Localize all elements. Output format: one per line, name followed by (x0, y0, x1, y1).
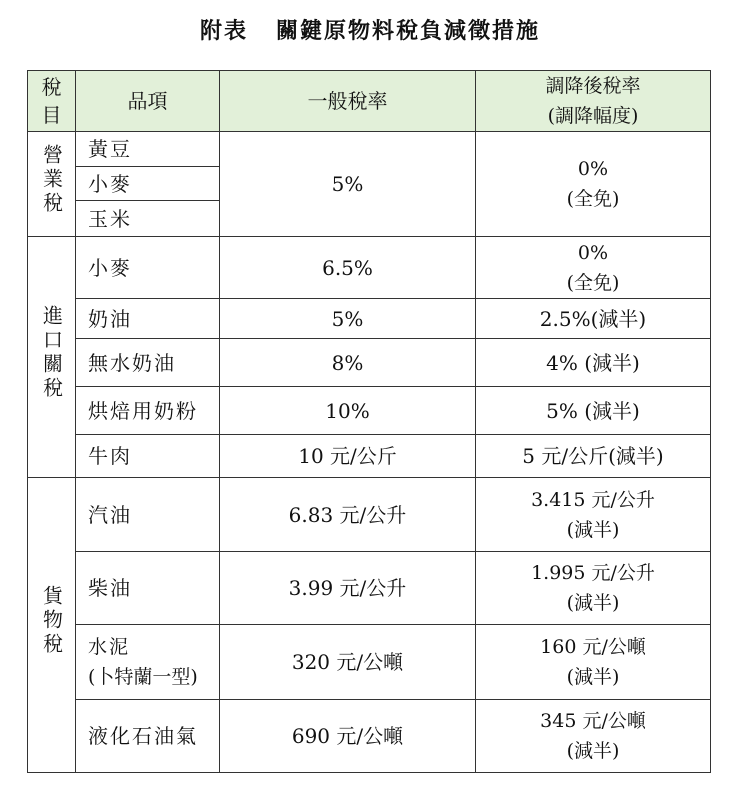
reduced-rate-cell: 160 元/公噸 (減半) (476, 625, 711, 700)
general-rate-cell: 6.83 元/公升 (220, 478, 476, 552)
category-business-tax: 營業稅 (28, 132, 76, 237)
general-rate-cell: 5% (220, 299, 476, 339)
reduced-rate-cell: 0% (全免) (476, 132, 711, 237)
tax-reduction-table (27, 70, 711, 773)
general-rate-cell: 3.99 元/公升 (220, 552, 476, 625)
item-cell: 柴油 (76, 552, 220, 625)
general-rate-cell: 10 元/公斤 (220, 435, 476, 478)
document-title (0, 14, 740, 45)
table-row (28, 625, 711, 700)
header-row (28, 71, 711, 132)
general-rate-cell: 320 元/公噸 (220, 625, 476, 700)
item-cell: 液化石油氣 (76, 700, 220, 773)
reduced-rate-cell: 5% (減半) (476, 387, 711, 435)
item-cell: 汽油 (76, 478, 220, 552)
general-rate-cell: 5% (220, 132, 476, 237)
category-commodity-tax: 貨物稅 (28, 478, 76, 773)
general-rate-cell: 10% (220, 387, 476, 435)
table-row (28, 339, 711, 387)
item-cell: 小麥 (76, 167, 220, 201)
general-rate-cell: 690 元/公噸 (220, 700, 476, 773)
item-cell: 奶油 (76, 299, 220, 339)
title-prefix: 附表 (199, 19, 248, 44)
table-row (28, 552, 711, 625)
header-reduced-rate: 調降後稅率 (調降幅度) (476, 71, 711, 132)
table-row (28, 132, 711, 167)
table-row (28, 237, 711, 299)
table-row (28, 700, 711, 773)
table-row (28, 387, 711, 435)
item-cell: 烘焙用奶粉 (76, 387, 220, 435)
table-row (28, 299, 711, 339)
reduced-rate-cell: 0% (全免) (476, 237, 711, 299)
reduced-rate-cell: 2.5%(減半) (476, 299, 711, 339)
reduced-rate-cell: 345 元/公噸 (減半) (476, 700, 711, 773)
header-general-rate: 一般稅率 (220, 71, 476, 132)
item-cell: 小麥 (76, 237, 220, 299)
header-item: 品項 (76, 71, 220, 132)
general-rate-cell: 6.5% (220, 237, 476, 299)
item-cell: 黃豆 (76, 132, 220, 167)
title-main: 關鍵原物料稅負減徵措施 (276, 19, 541, 44)
item-cell: 牛肉 (76, 435, 220, 478)
item-cell: 玉米 (76, 201, 220, 237)
general-rate-cell: 8% (220, 339, 476, 387)
header-category: 稅目 (28, 71, 76, 132)
table-row (28, 435, 711, 478)
reduced-rate-cell: 3.415 元/公升 (減半) (476, 478, 711, 552)
reduced-rate-cell: 5 元/公斤(減半) (476, 435, 711, 478)
item-cell: 無水奶油 (76, 339, 220, 387)
table-row (28, 478, 711, 552)
item-cell: 水泥 (卜特蘭一型) (76, 625, 220, 700)
reduced-rate-cell: 4% (減半) (476, 339, 711, 387)
category-import-tariff: 進口關稅 (28, 237, 76, 478)
reduced-rate-cell: 1.995 元/公升 (減半) (476, 552, 711, 625)
